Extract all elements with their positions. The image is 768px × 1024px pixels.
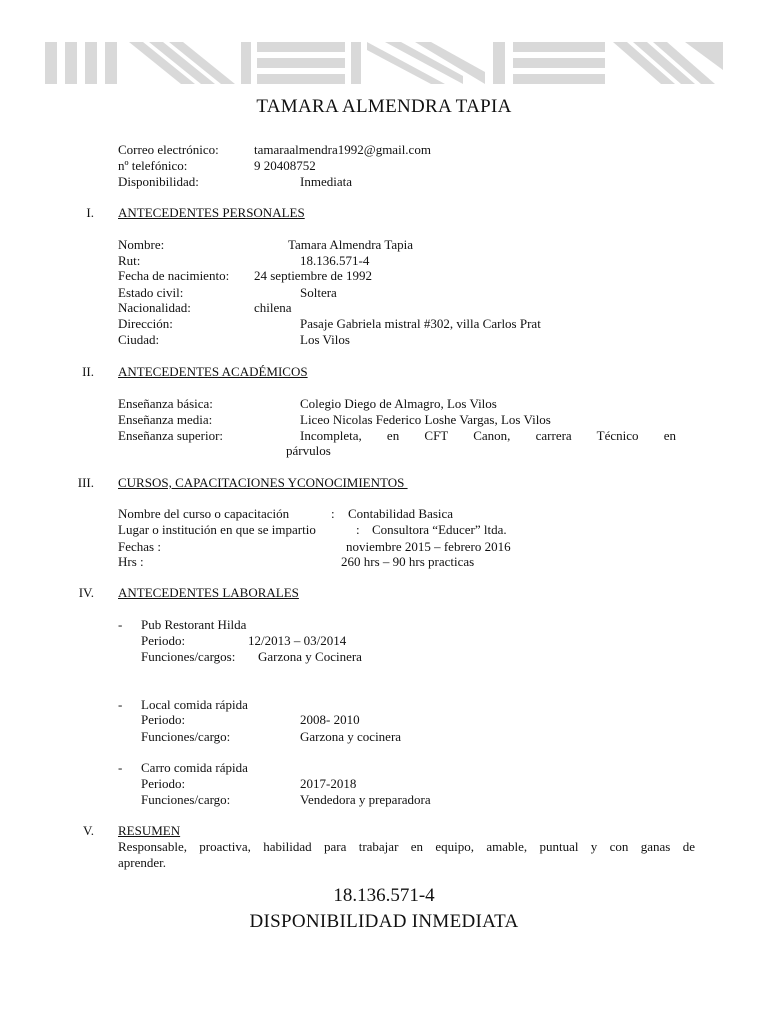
job-functions-label: Funciones/cargos: — [141, 649, 236, 664]
job-name: Local comida rápida — [141, 697, 248, 712]
email-value: tamaraalmendra1992@gmail.com — [254, 142, 431, 157]
job-functions-value: Garzona y cocinera — [300, 729, 402, 744]
field-label: Nacionalidad: — [118, 300, 191, 315]
field-label: Enseñanza media: — [118, 412, 213, 427]
field-label: Hrs : — [118, 554, 144, 569]
field-value: Colegio Diego de Almagro, Los Vilos — [300, 396, 497, 411]
candidate-name: TAMARA ALMENDRA TAPIA — [256, 96, 512, 117]
field-value: noviembre 2015 – febrero 2016 — [346, 539, 511, 554]
field-label: Fecha de nacimiento: — [118, 268, 230, 283]
field-label: Enseñanza básica: — [118, 396, 213, 411]
field-label: Ciudad: — [118, 332, 160, 347]
email-label: Correo electrónico: — [118, 142, 219, 157]
job-functions-label: Funciones/cargo: — [141, 792, 231, 807]
field-separator: : — [356, 522, 360, 537]
field-label: Dirección: — [118, 316, 173, 331]
job-period-label: Periodo: — [141, 712, 186, 727]
field-label: Rut: — [118, 253, 141, 268]
field-label: Nombre del curso o capacitación — [118, 506, 290, 521]
job-functions-value: Garzona y Cocinera — [258, 649, 362, 664]
field-label: Nombre: — [118, 237, 165, 252]
field-label: Enseñanza superior: — [118, 428, 224, 443]
availability-label: Disponibilidad: — [118, 174, 199, 189]
job-period-label: Periodo: — [141, 633, 186, 648]
field-value: Pasaje Gabriela mistral #302, villa Carlos Prat — [300, 316, 541, 331]
section-title-work: ANTECEDENTES LABORALES — [118, 585, 299, 600]
phone-value: 9 20408752 — [254, 158, 316, 173]
list-bullet: - — [118, 617, 123, 632]
field-value: Tamara Almendra Tapia — [288, 237, 413, 252]
footer-availability: DISPONIBILIDAD INMEDIATA — [249, 911, 519, 932]
header-pattern-banner — [45, 42, 723, 84]
phone-label: nº telefónico: — [118, 158, 188, 173]
section-number: V. — [83, 823, 94, 838]
field-value: 260 hrs – 90 hrs practicas — [341, 554, 475, 569]
section-title-academic: ANTECEDENTES ACADÉMICOS — [118, 364, 308, 379]
field-label: Estado civil: — [118, 285, 184, 300]
summary-text: Responsable, proactiva, habilidad para trabajar en equipo, amable, puntual y con ganas de — [118, 839, 695, 854]
job-period-value: 2017-2018 — [300, 776, 357, 791]
field-value: Consultora “Educer” ltda. — [372, 522, 507, 537]
job-period-value: 12/2013 – 03/2014 — [248, 633, 347, 648]
section-number: II. — [82, 364, 94, 379]
job-period-label: Periodo: — [141, 776, 186, 791]
section-title-summary: RESUMEN — [118, 823, 181, 838]
section-number: III. — [77, 475, 94, 490]
list-bullet: - — [118, 697, 123, 712]
field-value: 18.136.571-4 — [300, 253, 370, 268]
section-title-personal: ANTECEDENTES PERSONALES — [118, 205, 305, 220]
section-number: IV. — [78, 585, 94, 600]
section-number: I. — [86, 205, 94, 220]
summary-text-continued: aprender. — [118, 855, 167, 870]
job-name: Carro comida rápida — [141, 760, 248, 775]
job-period-value: 2008- 2010 — [300, 712, 360, 727]
field-value: Incompleta, en CFT Canon, carrera Técnico en — [300, 428, 676, 443]
field-value: 24 septiembre de 1992 — [254, 268, 373, 283]
field-label: Fechas : — [118, 539, 161, 554]
field-value: Soltera — [300, 285, 337, 300]
job-name: Pub Restorant Hilda — [141, 617, 247, 632]
footer-rut: 18.136.571-4 — [333, 885, 435, 906]
section-title-courses: CURSOS, CAPACITACIONES YCONOCIMIENTOS — [118, 475, 408, 490]
job-functions-label: Funciones/cargo: — [141, 729, 231, 744]
field-label: Lugar o institución en que se impartio — [118, 522, 316, 537]
field-value: Contabilidad Basica — [348, 506, 454, 521]
availability-value: Inmediata — [300, 174, 352, 189]
list-bullet: - — [118, 760, 123, 775]
field-value: Liceo Nicolas Federico Loshe Vargas, Los Vilos — [300, 412, 551, 427]
field-value: Los Vilos — [300, 332, 350, 347]
field-separator: : — [331, 506, 335, 521]
field-value-continued: párvulos — [286, 443, 331, 458]
field-value: chilena — [254, 300, 292, 315]
job-functions-value: Vendedora y preparadora — [300, 792, 431, 807]
